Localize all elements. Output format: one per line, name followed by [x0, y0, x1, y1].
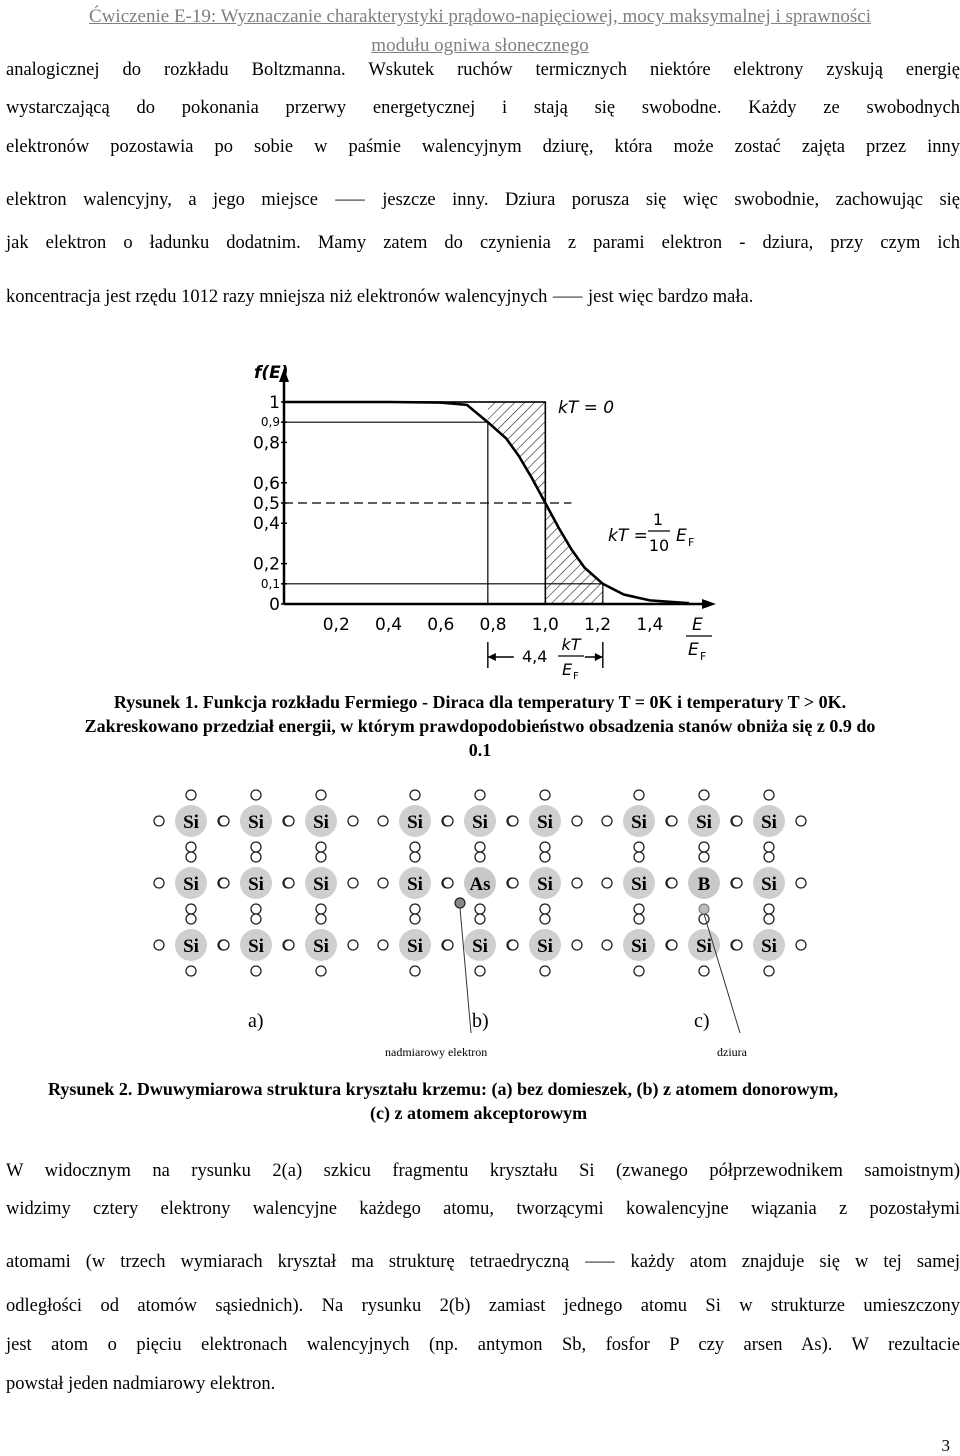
valence-electron — [764, 966, 774, 976]
atom-label: Si — [183, 936, 199, 957]
valence-electron — [764, 790, 774, 800]
valence-electron — [251, 842, 261, 852]
silicon-lattice-figure — [150, 784, 820, 1064]
span-right-arrow — [595, 653, 603, 661]
valence-electron — [764, 904, 774, 914]
x-tick-label: 0,2 — [322, 615, 350, 635]
valence-electron — [540, 842, 550, 852]
panel-b-label: b) — [472, 1010, 489, 1032]
atom-label: Si — [407, 936, 423, 957]
x-tick-label: 0,6 — [427, 615, 455, 635]
valence-electron — [667, 816, 677, 826]
valence-electron — [410, 842, 420, 852]
atom-label: Si — [761, 874, 777, 895]
atom-label: Si — [183, 874, 199, 895]
span-label-den-sub: F — [573, 671, 579, 682]
label-kt-ef-sub: F — [688, 536, 695, 549]
paragraph-line: jak elektron o ładunku dodatnim. Mamy zatem do czynienia z parami elektron - dziura, przy czym ich — [6, 233, 960, 253]
valence-electron — [348, 878, 358, 888]
valence-electron — [251, 904, 261, 914]
valence-electron — [475, 842, 485, 852]
valence-electron — [732, 878, 742, 888]
valence-electron — [316, 904, 326, 914]
figure-2-caption — [48, 1077, 960, 1125]
valence-electron — [634, 852, 644, 862]
paragraph-line: widzimy cztery elektrony walencyjne każdego atomu, tworzącymi kowalencyjne wiązania z pozostałymi — [6, 1199, 960, 1219]
x-tick-label: 0,4 — [375, 615, 403, 635]
atom-label: Si — [248, 936, 264, 957]
valence-electron — [572, 816, 582, 826]
y-tick-labels — [253, 393, 287, 615]
paragraph-line: powstał jeden nadmiarowy elektron. — [6, 1374, 276, 1394]
note-excess-electron: nadmiarowy elektron — [385, 1045, 488, 1059]
excess-electron-pointer — [460, 908, 471, 1033]
paragraph-line: koncentracja jest rzędu 1012 razy mniejsza niż elektronów walencyjnych ⸺ jest więc bardzo mała. — [6, 287, 754, 307]
valence-electron — [251, 966, 261, 976]
y-axis-label: f(E) — [254, 363, 289, 383]
valence-electron — [378, 878, 388, 888]
valence-electron — [540, 904, 550, 914]
atom-label: Si — [407, 812, 423, 833]
valence-electron — [443, 878, 453, 888]
valence-electron — [219, 816, 229, 826]
valence-electron — [634, 914, 644, 924]
valence-electron — [572, 878, 582, 888]
valence-electron — [410, 790, 420, 800]
valence-electron — [251, 914, 261, 924]
page-header — [0, 2, 960, 60]
y-tick-label: 0,8 — [252, 433, 280, 454]
atom-label: Si — [537, 874, 553, 895]
valence-electron — [284, 940, 294, 950]
span-label-num: kT — [561, 635, 581, 654]
x-tick-label: 1,4 — [636, 615, 664, 635]
valence-electron — [764, 914, 774, 924]
caption-line: Rysunek 2. Dwuwymiarowa struktura kryształu krzemu: (a) bez domieszek, (b) z atomem donorowym, — [48, 1079, 839, 1099]
x-tick-label: 0,8 — [479, 615, 507, 635]
y-tick-label: 0,2 — [252, 554, 280, 575]
valence-electron — [508, 816, 518, 826]
panel-c-label: c) — [694, 1010, 710, 1032]
panel-a-label: a) — [248, 1010, 264, 1032]
valence-electron — [475, 966, 485, 976]
caption-line: Rysunek 1. Funkcja rozkładu Fermiego - Diraca dla temperatury T = 0K i temperatury T > 0K. — [113, 692, 847, 712]
valence-electron — [796, 816, 806, 826]
valence-electron — [508, 940, 518, 950]
valence-electron — [764, 842, 774, 852]
valence-electron — [634, 904, 644, 914]
valence-electron — [348, 940, 358, 950]
x-axis-arrow — [702, 599, 716, 609]
x-tick-label: 1,2 — [584, 615, 612, 635]
valence-electron — [699, 966, 709, 976]
label-kt-zero: kT = 0 — [558, 398, 615, 418]
valence-electron — [699, 842, 709, 852]
excess-electron — [455, 898, 465, 908]
valence-electron — [284, 878, 294, 888]
valence-electron — [219, 878, 229, 888]
valence-electron — [732, 940, 742, 950]
valence-electron — [796, 940, 806, 950]
atom-label: Si — [248, 874, 264, 895]
x-axis-label-den: E — [688, 640, 699, 660]
valence-electron — [699, 790, 709, 800]
y-tick-label: 0,6 — [252, 473, 280, 494]
atom-label: Si — [761, 812, 777, 833]
valence-electron — [540, 790, 550, 800]
paragraph-line: elektronów pozostawia po sobie w paśmie walencyjnym dziurę, która może zostać zajęta przez inny — [6, 137, 960, 157]
hole — [699, 904, 709, 914]
x-axis-label-den-sub: F — [700, 650, 707, 663]
valence-electron — [634, 966, 644, 976]
valence-electron — [378, 940, 388, 950]
atom-label: Si — [472, 812, 488, 833]
fermi-dirac-chart — [240, 360, 720, 682]
label-kt-eq: kT = — [608, 526, 648, 546]
valence-electron — [443, 940, 453, 950]
valence-electron — [154, 940, 164, 950]
atom-label: Si — [537, 936, 553, 957]
x-axis-label-num: E — [692, 615, 703, 635]
valence-electron — [602, 816, 612, 826]
panel-c-acceptor — [602, 790, 806, 1033]
valence-electron — [572, 940, 582, 950]
caption-line: Zakreskowano przedział energii, w którym prawdopodobieństwo obsadzenia stanów obniża się z 0.9 do — [84, 716, 876, 736]
valence-electron — [667, 940, 677, 950]
valence-electron — [540, 914, 550, 924]
valence-electron — [251, 790, 261, 800]
valence-electron — [699, 852, 709, 862]
valence-electron — [186, 852, 196, 862]
paragraph-line: analogicznej do rozkładu Boltzmanna. Wskutek ruchów termicznych niektóre elektrony zyskują energię — [6, 60, 960, 80]
valence-electron — [378, 816, 388, 826]
y-tick-label: 0,9 — [260, 415, 280, 430]
valence-electron — [475, 904, 485, 914]
valence-electron — [667, 878, 677, 888]
atom-label: Si — [696, 812, 712, 833]
valence-electron — [186, 790, 196, 800]
valence-electron — [316, 966, 326, 976]
valence-electron — [348, 816, 358, 826]
valence-electron — [186, 966, 196, 976]
atom-label: Si — [248, 812, 264, 833]
paragraph-line: elektron walencyjny, a jego miejsce ⸺ jeszcze inny. Dziura porusza się więc swobodnie, zachowując się — [6, 190, 960, 210]
span-left-arrow — [488, 653, 496, 661]
x-tick-label: 1,0 — [531, 615, 559, 635]
valence-electron — [251, 852, 261, 862]
label-kt-ef: E — [676, 526, 687, 546]
valence-electron — [443, 816, 453, 826]
atom-label: Si — [472, 936, 488, 957]
atom-label: As — [469, 874, 491, 895]
valence-electron — [154, 816, 164, 826]
label-kt-den: 10 — [648, 536, 670, 555]
paragraph-line: wystarczającą do pokonania przerwy energetycznej i stają się swobodne. Każdy ze swobodnych — [6, 98, 960, 118]
atom-label: Si — [761, 936, 777, 957]
valence-electron — [410, 852, 420, 862]
atom-label: Si — [631, 812, 647, 833]
paragraph-line: jest atom o pięciu elektronach walencyjnych (np. antymon Sb, fosfor P czy arsen As). W rezultacie — [6, 1335, 960, 1355]
valence-electron — [764, 852, 774, 862]
atom-label: Si — [407, 874, 423, 895]
valence-electron — [634, 790, 644, 800]
label-kt-num: 1 — [652, 510, 664, 529]
valence-electron — [475, 852, 485, 862]
panel-a-undoped — [154, 790, 358, 976]
y-tick-label: 0,1 — [260, 576, 280, 591]
x-tick-labels — [323, 615, 664, 635]
valence-electron — [284, 816, 294, 826]
valence-electron — [186, 904, 196, 914]
header-title-line2: modułu ogniwa słonecznego — [371, 35, 589, 56]
paragraph-line: odległości od atomów sąsiednich). Na rysunku 2(b) zamiast jednego atomu Si w strukturze umieszczony — [6, 1296, 960, 1316]
figure-1-caption — [0, 690, 960, 762]
valence-electron — [634, 842, 644, 852]
atom-label: Si — [313, 812, 329, 833]
span-label-den: E — [562, 660, 573, 679]
atom-label: B — [697, 874, 711, 895]
caption-line: (c) z atomem akceptorowym — [370, 1103, 588, 1123]
atom-label: Si — [183, 812, 199, 833]
atom-label: Si — [631, 874, 647, 895]
valence-electron — [410, 966, 420, 976]
span-label-prefix: 4,4 — [522, 647, 548, 666]
y-tick-label: 1 — [269, 393, 280, 413]
note-hole: dziura — [717, 1045, 747, 1059]
y-tick-label: 0 — [269, 595, 280, 615]
atom-label: Si — [313, 936, 329, 957]
valence-electron — [410, 904, 420, 914]
page-number: 3 — [941, 1436, 950, 1455]
valence-electron — [475, 914, 485, 924]
valence-electron — [219, 940, 229, 950]
paragraph-line: W widocznym na rysunku 2(a) szkicu fragmentu kryształu Si (zwanego półprzewodnikem samoistnym) — [6, 1161, 960, 1181]
valence-electron — [316, 852, 326, 862]
valence-electron — [186, 914, 196, 924]
valence-electron — [475, 790, 485, 800]
valence-electron — [154, 878, 164, 888]
valence-electron — [796, 878, 806, 888]
caption-line: 0.1 — [468, 740, 492, 760]
panel-b-donor — [378, 790, 582, 1033]
valence-electron — [540, 852, 550, 862]
atom-label: Si — [696, 936, 712, 957]
valence-electron — [316, 914, 326, 924]
y-tick-label: 0,4 — [252, 514, 280, 535]
valence-electron — [316, 790, 326, 800]
header-title-line1: Ćwiczenie E-19: Wyznaczanie charakterystyki prądowo-napięciowej, mocy maksymalnej i sprawności — [89, 6, 871, 27]
atom-label: Si — [537, 812, 553, 833]
valence-electron — [602, 878, 612, 888]
valence-electron — [540, 966, 550, 976]
valence-electron — [732, 816, 742, 826]
valence-electron — [410, 914, 420, 924]
atom-label: Si — [631, 936, 647, 957]
y-tick-label: 0,5 — [252, 494, 280, 514]
valence-electron — [508, 878, 518, 888]
valence-electron — [602, 940, 612, 950]
atom-label: Si — [313, 874, 329, 895]
valence-electron — [316, 842, 326, 852]
paragraph-line: atomami (w trzech wymiarach kryształ ma strukturę tetraedryczną ⸺ każdy atom znajduje się w tej samej — [6, 1252, 960, 1272]
valence-electron — [186, 842, 196, 852]
